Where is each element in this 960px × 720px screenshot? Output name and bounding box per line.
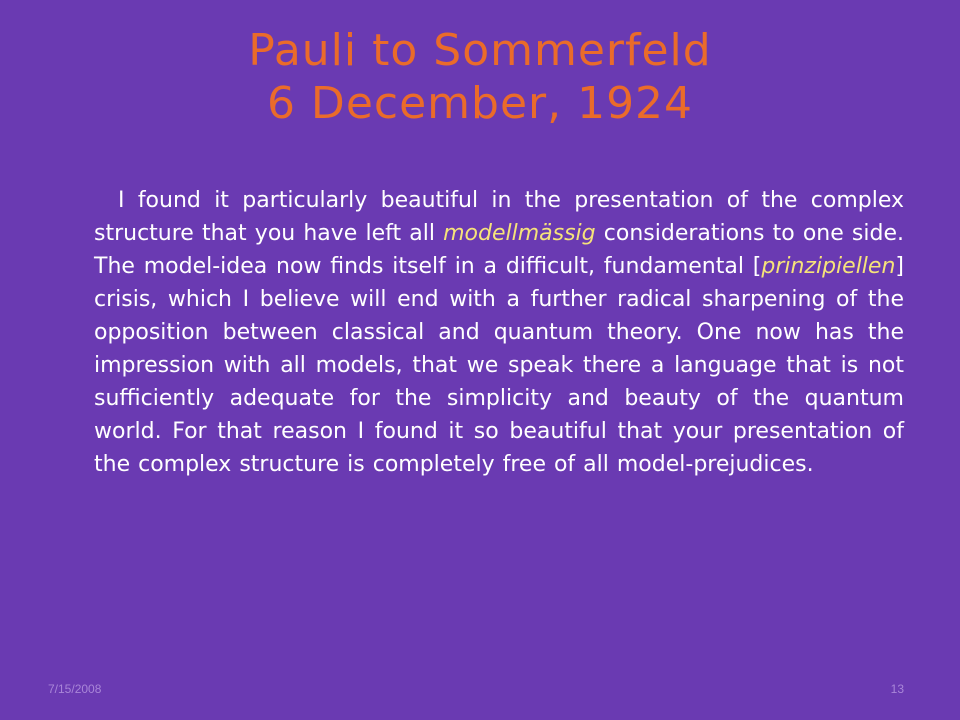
quote-text-segment: considerations to one side. The model-idea now finds itself in a difficult, fundamental [ <box>94 221 904 279</box>
quote-text-segment: ] crisis, which I believe will end with a further radical sharpening of the opposition between classical and quantum theory. One now has the impression with all models, that we speak there a language that is not sufficiently adequate for the simplicity and beauty of the quantum world. For that reason I found it so beautiful that your presentation of the complex structure is completely free of all model-prejudices. <box>94 254 904 477</box>
title-line-2: 6 December, 1924 <box>266 78 694 129</box>
title-line-1: Pauli to Sommerfeld <box>248 25 712 76</box>
footer-page-number: 13 <box>890 682 904 696</box>
quote-emphasis-modellmassig: modellmässig <box>443 221 596 246</box>
slide-title <box>0 24 960 130</box>
quote-paragraph <box>94 184 904 481</box>
quote-text-segment: I found it particularly beautiful in the presentation of the complex structure that you have left all <box>94 188 904 246</box>
footer-date: 7/15/2008 <box>48 682 102 696</box>
quote-emphasis-prinzipiellen: prinzipiellen <box>761 254 896 279</box>
